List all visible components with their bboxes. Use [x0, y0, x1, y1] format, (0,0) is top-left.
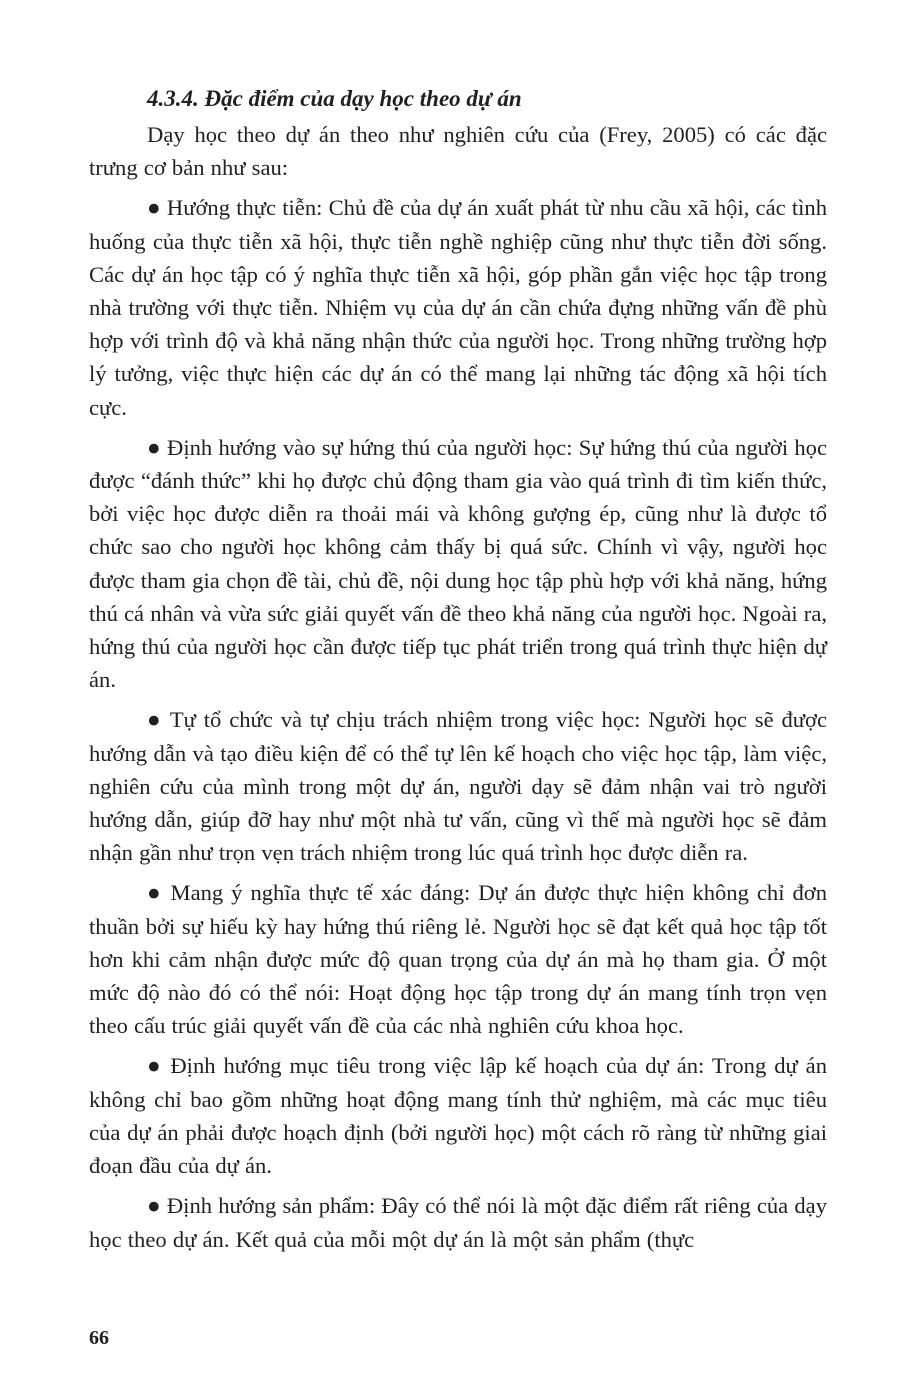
paragraph-goal-orientation: ● Định hướng mục tiêu trong việc lập kế hoạch của dự án: Trong dự án không chỉ bao gồm những hoạt động mang tính thử nghiệm, mà các mục tiêu của dự án phải được hoạch định (bởi người học) một cách rõ ràng từ những giai đoạn đầu của dự án. [89, 1053, 827, 1179]
page-content [89, 82, 827, 1263]
paragraph-product-orientation: ● Định hướng sản phẩm: Đây có thể nói là một đặc điểm rất riêng của dạy học theo dự án. Kết quả của mỗi một dự án là một sản phẩm (thực [89, 1193, 827, 1252]
intro-paragraph: Dạy học theo dự án theo như nghiên cứu của (Frey, 2005) có các đặc trưng cơ bản như sau: [89, 122, 827, 181]
paragraph-self-organization: ● Tự tổ chức và tự chịu trách nhiệm trong việc học: Người học sẽ được hướng dẫn và tạo điều kiện để có thể tự lên kế hoạch cho việc học tập, làm việc, nghiên cứu của mình trong một dự án, người dạy sẽ đảm nhận vai trò người hướng dẫn, giúp đỡ hay như một nhà tư vấn, cũng vì thế mà người học sẽ đảm nhận gần như trọn vẹn trách nhiệm trong lúc quá trình học được diễn ra. [89, 707, 827, 866]
paragraph-practical-orientation: ● Hướng thực tiễn: Chủ đề của dự án xuất phát từ nhu cầu xã hội, các tình huống của thực tiễn xã hội, thực tiễn nghề nghiệp cũng như thực tiễn đời sống. Các dự án học tập có ý nghĩa thực tiễn xã hội, góp phần gắn việc học tập trong nhà trường với thực tiễn. Nhiệm vụ của dự án cần chứa đựng những vấn đề phù hợp với trình độ và khả năng nhận thức của người học. Trong những trường hợp lý tưởng, việc thực hiện các dự án có thể mang lại những tác động xã hội tích cực. [89, 195, 827, 420]
page-number: 66 [89, 1327, 109, 1349]
section-heading: 4.3.4. Đặc điểm của dạy học theo dự án [147, 86, 522, 111]
paragraph-practical-meaning: ● Mang ý nghĩa thực tế xác đáng: Dự án được thực hiện không chỉ đơn thuần bởi sự hiếu kỳ hay hứng thú riêng lẻ. Người học sẽ đạt kết quả học tập tốt hơn khi cảm nhận được mức độ quan trọng của dự án mà họ tham gia. Ở một mức độ nào đó có thể nói: Hoạt động học tập trong dự án mang tính trọn vẹn theo cấu trúc giải quyết vấn đề của các nhà nghiên cứu khoa học. [89, 880, 827, 1039]
paragraph-learner-interest: ● Định hướng vào sự hứng thú của người học: Sự hứng thú của người học được “đánh thức” khi họ được chủ động tham gia vào quá trình đi tìm kiến thức, bởi việc học được diễn ra thoải mái và không gượng ép, cũng như là được tổ chức sao cho người học không cảm thấy bị quá sức. Chính vì vậy, người học được tham gia chọn đề tài, chủ đề, nội dung học tập phù hợp với khả năng, hứng thú cá nhân và vừa sức giải quyết vấn đề theo khả năng của người học. Ngoài ra, hứng thú của người học cần được tiếp tục phát triển trong quá trình thực hiện dự án. [89, 434, 827, 693]
